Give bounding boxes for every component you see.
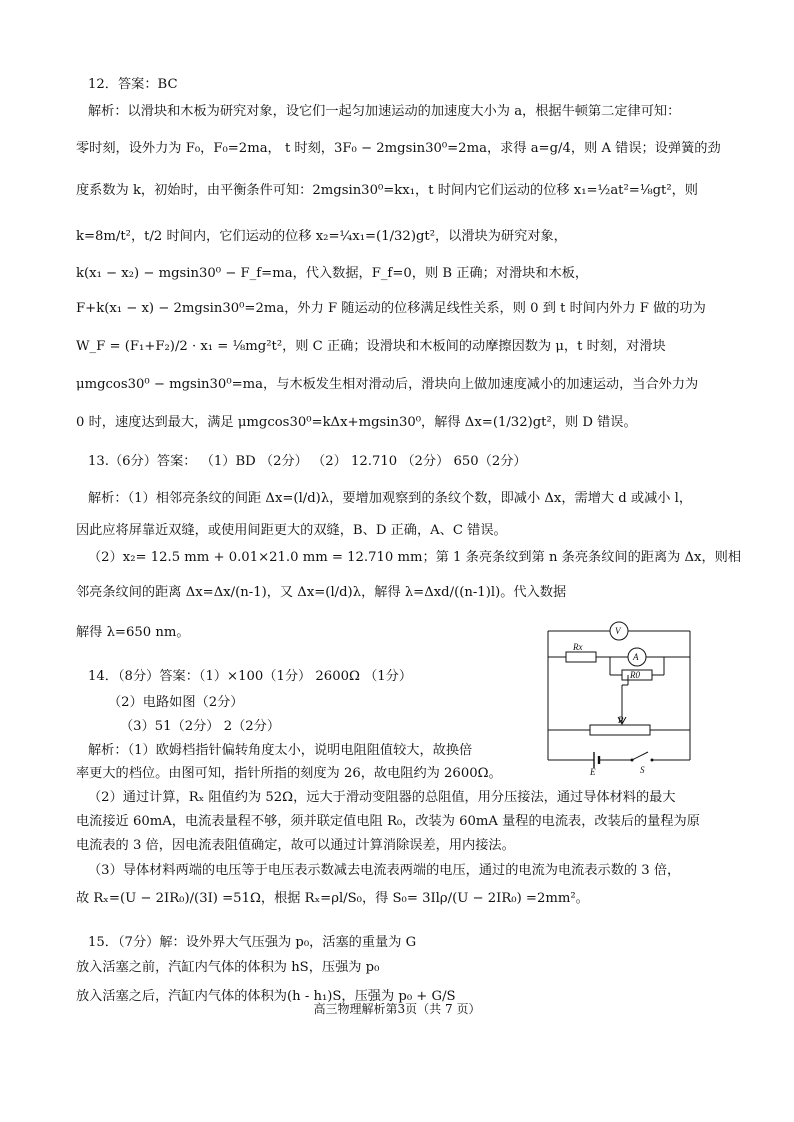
resistor-rx bbox=[566, 652, 596, 662]
q13-line-4: 邻亮条纹间的距离 Δx=Δx/(n-1)，又 Δx=(l/d)λ，解得 λ=Δxd/((n-1)l)。代入数据 bbox=[76, 585, 567, 600]
label-r0: R0 bbox=[630, 670, 640, 680]
q12-line-4: k=8m/t²，t/2 时间内，它们运动的位移 x₂=¼x₁=(1/32)gt²，以滑块为研究对象， bbox=[76, 229, 567, 244]
q14-line-2: （3）51（2分） 2（2分） bbox=[120, 719, 281, 734]
q12-line-7: W_F = (F₁+F₂)/2 · x₁ = ⅛mg²t²，则 C 正确；设滑块和木板间的动摩擦因数为 μ，t 时刻，对滑块 bbox=[76, 339, 666, 354]
q14-heading: 14．（8分）答案：（1）×100（1分） 2600Ω （1分） bbox=[88, 669, 413, 684]
q12-line-1: 解析：以滑块和木板为研究对象，设它们一起匀加速运动的加速度大小为 a，根据牛顿第二定律可知： bbox=[88, 104, 681, 119]
q12-line-3: 度系数为 k，初始时，由平衡条件可知：2mgsin30⁰=kx₁，t 时间内它们运动的位移 x₁=½at²=⅛gt²，则 bbox=[76, 183, 698, 198]
q14-line-1: （2）电路如图（2分） bbox=[108, 695, 244, 710]
q15-heading: 15．（7分）解：设外界大气压强为 p₀，活塞的重量为 G bbox=[88, 935, 417, 950]
q12-line-2: 零时刻，设外力为 F₀，F₀=2ma， t 时刻，3F₀ − 2mgsin30⁰=2ma，求得 a=g/4，则 A 错误；设弹簧的劲 bbox=[76, 141, 721, 156]
q13-line-1: 解析：（1）相邻亮条纹的间距 Δx=(l/d)λ，要增加观察到的条纹个数，即减小 Δx，需增大 d 或减小 l， bbox=[88, 491, 693, 506]
q14-line-8: （3）导体材料两端的电压等于电压表示数减去电流表两端的电压，通过的电流为电流表示数的 3 倍， bbox=[88, 863, 681, 878]
q14-line-7: 电流表的 3 倍，因电流表阻值确定，故可以通过计算消除误差，用内接法。 bbox=[76, 838, 515, 853]
label-r: R bbox=[618, 715, 624, 725]
q12-line-6: F+k(x₁ − x) − 2mgsin30⁰=2ma，外力 F 随运动的位移满足线性关系，则 0 到 t 时间内外力 F 做的功为 bbox=[76, 301, 706, 316]
label-a: A bbox=[633, 652, 639, 662]
rheostat bbox=[590, 725, 650, 735]
q13-line-5: 解得 λ=650 nm。 bbox=[76, 625, 190, 640]
label-s: S bbox=[640, 765, 645, 775]
q12-line-5: k(x₁ − x₂) − mgsin30⁰ − F_f=ma，代入数据，F_f=0，则 B 正确；对滑块和木板， bbox=[76, 266, 589, 281]
q14-line-5: （2）通过计算，Rₓ 阻值约为 52Ω，远大于滑动变阻器的总阻值，用分压接法，通过导体材料的最大 bbox=[88, 790, 676, 805]
q15-line-2: 放入活塞之后，汽缸内气体的体积为(h - h₁)S，压强为 p₀ + G/S bbox=[76, 989, 456, 1004]
q14-line-6: 电流接近 60mA，电流表量程不够，须并联定值电阻 R₀，改装为 60mA 量程的电流表，改装后的量程为原 bbox=[76, 814, 700, 829]
q15-line-1: 放入活塞之前，汽缸内气体的体积为 hS，压强为 p₀ bbox=[76, 960, 380, 975]
q13-line-3: （2）x₂= 12.5 mm + 0.01×21.0 mm = 12.710 mm；第 1 条亮条纹到第 n 条亮条纹间的距离为 Δx，则相 bbox=[88, 550, 742, 565]
page-footer: 高三物理解析第3页（共 7 页） bbox=[313, 1002, 481, 1016]
q14-line-9: 故 Rₓ=(U − 2IR₀)/(3I) =51Ω，根据 Rₓ=ρl/S₀，得 S₀= 3Ilρ/(U − 2IR₀) =2mm²。 bbox=[76, 891, 589, 906]
label-rx: Rx bbox=[573, 642, 583, 652]
q12-heading: 12．答案：BC bbox=[88, 77, 178, 92]
q14-line-3: 解析：（1）欧姆档指针偏转角度太小，说明电阻阻值较大，故换倍 bbox=[88, 743, 473, 758]
q14-line-4: 率更大的档位。由图可知，指针所指的刻度为 26，故电阻约为 2600Ω。 bbox=[76, 766, 502, 781]
q12-line-9: 0 时，速度达到最大，满足 μmgcos30⁰=kΔx+mgsin30⁰，解得 Δx=(1/32)gt²，则 D 错误。 bbox=[76, 415, 637, 430]
switch bbox=[632, 752, 648, 760]
q13-line-2: 因此应将屏靠近双缝，或使用间距更大的双缝，B、D 正确，A、C 错误。 bbox=[76, 523, 507, 538]
circuit-diagram bbox=[540, 615, 700, 775]
q12-line-8: μmgcos30⁰ − mgsin30⁰=ma，与木板发生相对滑动后，滑块向上做加速度减小的加速运动，当合外力为 bbox=[76, 377, 699, 392]
label-v: V bbox=[615, 626, 621, 636]
q13-heading: 13.（6分）答案： （1）BD （2分） （2） 12.710 （2分） 650（2分） bbox=[88, 454, 527, 469]
label-e: E bbox=[590, 767, 596, 775]
